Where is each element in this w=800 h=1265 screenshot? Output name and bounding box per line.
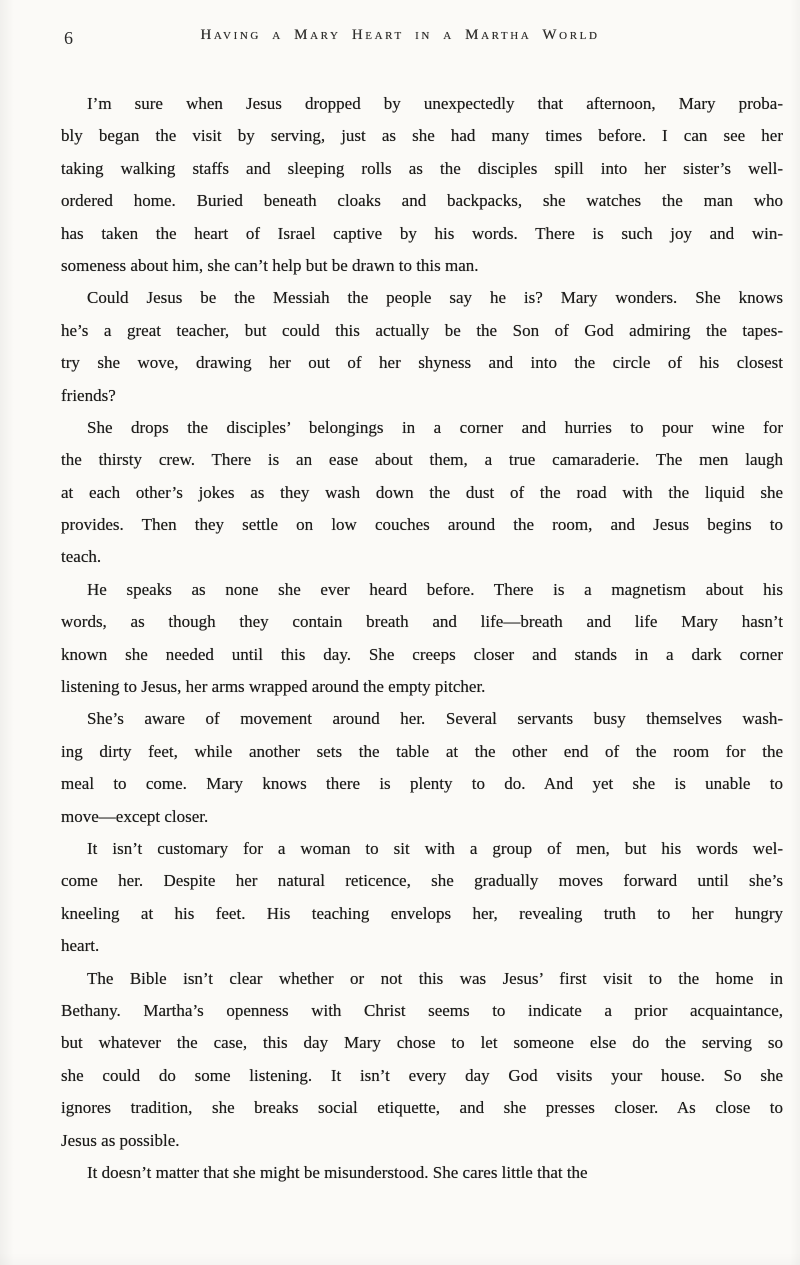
text-line: Jesus as possible.: [61, 1130, 180, 1150]
text-line: friends?: [61, 385, 116, 405]
text-line: someness about him, she can’t help but be drawn to this man.: [61, 255, 479, 275]
text-line: ordered home. Buried beneath cloaks and backpacks, she watches the man who: [61, 191, 783, 211]
text-line: ignores tradition, she breaks social etiquette, and she presses closer. As close to: [61, 1098, 783, 1118]
text-line: She’s aware of movement around her. Several servants busy themselves wash-: [87, 709, 783, 729]
page-number: 6: [64, 28, 73, 48]
text-line: has taken the heart of Israel captive by his words. There is such joy and win-: [61, 223, 783, 243]
text-line: It doesn’t matter that she might be misunderstood. She cares little that the: [87, 1162, 588, 1182]
text-line: words, as though they contain breath and life—breath and life Mary hasn’t: [61, 612, 783, 632]
running-head-title: Having a Mary Heart in a Martha World: [200, 27, 600, 43]
paragraph: [61, 412, 783, 574]
text-line: move—except closer.: [61, 806, 209, 826]
text-line: she could do some listening. It isn’t every day God visits your house. So she: [61, 1065, 783, 1085]
text-line: come her. Despite her natural reticence, she gradually moves forward until she’s: [61, 871, 783, 891]
text-line: He speaks as none she ever heard before. There is a magnetism about his: [87, 579, 783, 599]
text-line: meal to come. Mary knows there is plenty to do. And yet she is unable to: [61, 774, 783, 794]
paragraph: [61, 833, 783, 963]
text-line: listening to Jesus, her arms wrapped around the empty pitcher.: [61, 677, 486, 697]
text-line: provides. Then they settle on low couches around the room, and Jesus begins to: [61, 515, 783, 535]
text-line: The Bible isn’t clear whether or not this was Jesus’ first visit to the home in: [87, 968, 783, 988]
paragraph: [61, 574, 783, 704]
paragraph: [61, 1157, 783, 1189]
text-line: She drops the disciples’ belongings in a corner and hurries to pour wine for: [87, 417, 783, 437]
paragraph: [61, 703, 783, 833]
text-line: ing dirty feet, while another sets the table at the other end of the room for the: [61, 741, 783, 761]
text-line: It isn’t customary for a woman to sit with a group of men, but his words wel-: [87, 838, 783, 858]
page-header: [0, 27, 800, 49]
text-line: he’s a great teacher, but could this actually be the Son of God admiring the tapes-: [61, 320, 783, 340]
text-line: known she needed until this day. She creeps closer and stands in a dark corner: [61, 644, 783, 664]
paragraph: [61, 88, 783, 282]
text-line: teach.: [61, 547, 102, 567]
text-line: I’m sure when Jesus dropped by unexpectedly that afternoon, Mary proba-: [87, 94, 783, 113]
text-line: Could Jesus be the Messiah the people say he is? Mary wonders. She knows: [87, 288, 783, 308]
text-line: taking walking staffs and sleeping rolls as the disciples spill into her sister’s well-: [61, 158, 783, 178]
paragraph: [61, 282, 783, 412]
text-line: the thirsty crew. There is an ease about them, a true camaraderie. The men laugh: [61, 450, 783, 470]
text-line: at each other’s jokes as they wash down the dust of the road with the liquid she: [61, 482, 783, 502]
text-line: bly began the visit by serving, just as she had many times before. I can see her: [61, 126, 783, 146]
text-line: but whatever the case, this day Mary chose to let someone else do the serving so: [61, 1033, 783, 1053]
text-line: try she wove, drawing her out of her shyness and into the circle of his closest: [61, 353, 783, 373]
text-line: kneeling at his feet. His teaching envelops her, revealing truth to her hungry: [61, 903, 783, 923]
text-line: Bethany. Martha’s openness with Christ seems to indicate a prior acquaintance,: [61, 1000, 783, 1020]
paragraph: [61, 963, 783, 1157]
body-text: [61, 88, 783, 1189]
text-line: heart.: [61, 936, 100, 956]
